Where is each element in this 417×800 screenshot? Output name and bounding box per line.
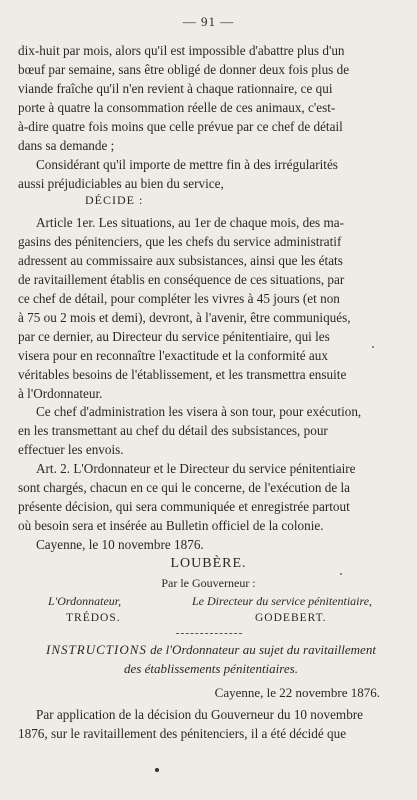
- text-line: viande fraîche qu'il n'en revient à chaque rationnaire, ce qui: [18, 81, 333, 96]
- section-divider: [176, 633, 242, 634]
- signature-ordonnateur-name: TRÉDOS.: [66, 612, 121, 624]
- decide-heading: DÉCIDE :: [85, 193, 144, 207]
- text-line: à 75 ou 2 mois et demi), devront, à l'avenir, être communiqués,: [18, 310, 351, 325]
- text-line: dix-huit par mois, alors qu'il est impossible d'abattre plus d'un: [18, 43, 345, 58]
- text-line: à l'Ordonnateur.: [18, 386, 103, 401]
- text-line: de ravitaillement établis en conséquence de ces situations, par: [18, 272, 345, 287]
- text-line: bœuf par semaine, sans être obligé de donner deux fois plus de: [18, 62, 350, 77]
- article-2: [18, 459, 404, 535]
- text-line: Art. 2. L'Ordonnateur et le Directeur du service pénitentiaire: [36, 461, 356, 476]
- date-instructions: Cayenne, le 22 novembre 1876.: [214, 685, 380, 700]
- print-speck: [155, 768, 159, 772]
- date-decision: [18, 535, 404, 554]
- signature-directeur-title: Le Directeur du service pénitentiaire,: [192, 594, 373, 608]
- page-number: — 91 —: [182, 14, 235, 29]
- print-speck: [340, 573, 342, 575]
- paragraph-considerant-continuation: [18, 41, 404, 155]
- text-line: présente décision, qui sera communiquée et enregistrée partout: [18, 499, 350, 514]
- text-line: porte à quatre la consommation réelle de ces animaux, c'est-: [18, 100, 336, 115]
- text-line: Ce chef d'administration les visera à son tour, pour exécution,: [36, 404, 362, 419]
- text-line: gasins des pénitenciers, que les chefs du service administratif: [18, 234, 342, 249]
- text-line: Article 1er. Les situations, au 1er de chaque mois, des ma-: [36, 215, 344, 230]
- instructions-title: [18, 640, 404, 678]
- instructions-title-caps: INSTRUCTIONS: [46, 642, 147, 657]
- signature-directeur-name: GODEBERT.: [255, 612, 327, 624]
- paragraph-considerant: [18, 155, 404, 193]
- text-line: à-dire quatre fois moins que celle prévue par ce chef de détail: [18, 119, 343, 134]
- paragraph-chef-administration: [18, 402, 404, 459]
- signature-par-gouverneur: Par le Gouverneur :: [161, 576, 256, 590]
- text-line: adressent au commissaire aux subsistances, ainsi que les états: [18, 253, 343, 268]
- instructions-title-rest: de l'Ordonnateur au sujet du ravitaillement: [146, 642, 376, 657]
- text-line: Cayenne, le 10 novembre 1876.: [36, 537, 204, 552]
- text-line: effectuer les envois.: [18, 442, 124, 457]
- text-line: dans sa demande ;: [18, 138, 115, 153]
- text-line: où besoin sera et insérée au Bulletin officiel de la colonie.: [18, 518, 324, 533]
- text-line: aussi préjudiciables au bien du service,: [18, 176, 224, 191]
- signature-governor: LOUBÈRE.: [170, 556, 247, 571]
- text-line: Par application de la décision du Gouverneur du 10 novembre: [36, 707, 364, 722]
- text-line: 1876, sur le ravitaillement des pénitenciers, il a été décidé que: [18, 726, 347, 741]
- paragraph-instructions-intro: [18, 705, 404, 743]
- text-line: sont chargés, chacun en ce qui le concerne, de l'exécution de la: [18, 480, 351, 495]
- instructions-title-line1: [18, 640, 404, 659]
- text-line: par ce dernier, au Directeur du service pénitentiaire, qui les: [18, 329, 330, 344]
- text-line: véritables besoins de l'établissement, et les transmettra ensuite: [18, 367, 347, 382]
- text-line: ce chef de détail, pour compléter les vivres à 45 jours (et non: [18, 291, 340, 306]
- signature-ordonnateur-title: L'Ordonnateur,: [48, 594, 122, 608]
- text-line: en les transmettant au chef du détail des subsistances, pour: [18, 423, 328, 438]
- instructions-title-line2: des établissements pénitentiaires.: [124, 661, 298, 676]
- article-1: [18, 213, 404, 403]
- text-line: visera pour en reconnaître l'exactitude et la conformité aux: [18, 348, 328, 363]
- print-speck: [372, 346, 374, 348]
- text-line: Considérant qu'il importe de mettre fin à des irrégularités: [36, 157, 338, 172]
